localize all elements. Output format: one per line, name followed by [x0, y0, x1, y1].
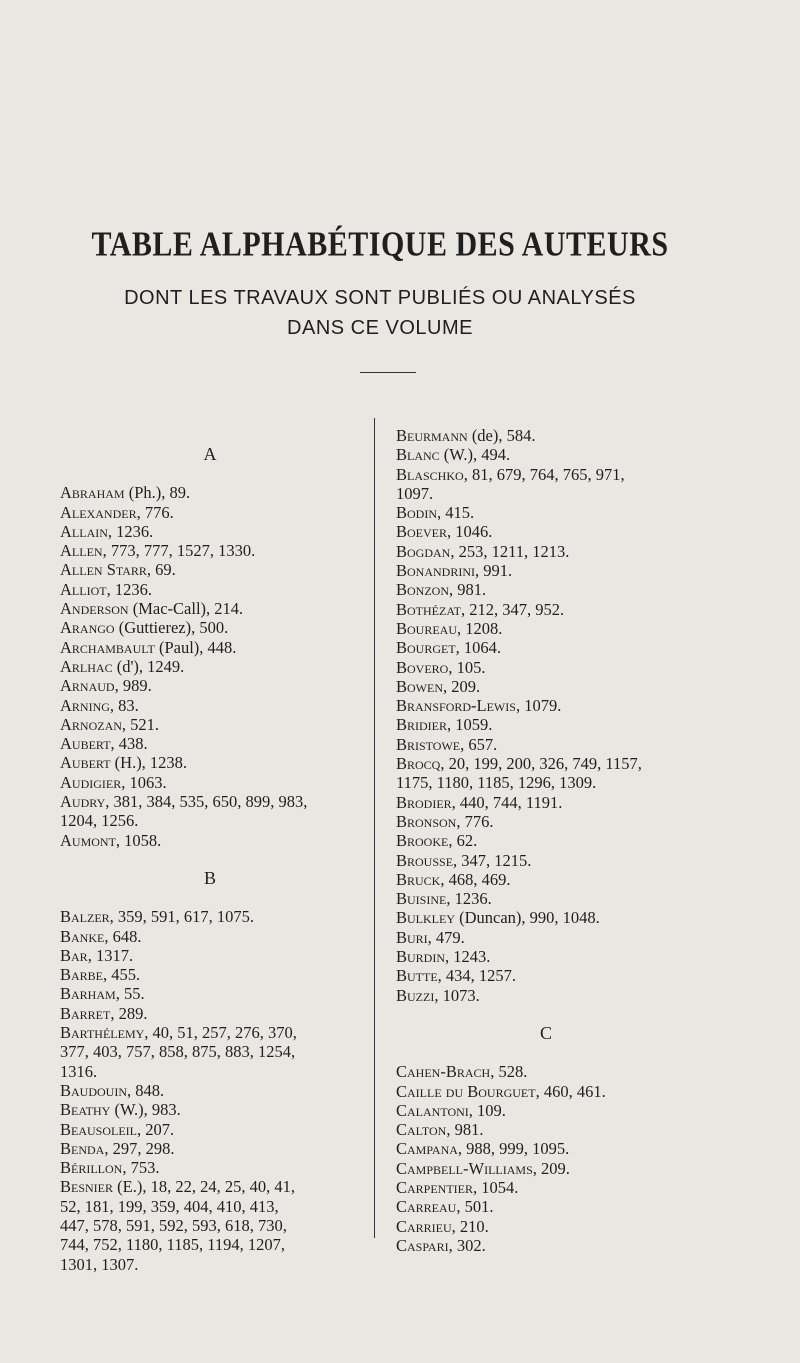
left-column — [60, 426, 360, 1274]
index-entry — [60, 676, 360, 695]
index-entry — [396, 1159, 696, 1178]
entry-line: Brooke, 62. — [396, 831, 478, 851]
entry-line: Blaschko, 81, 679, 764, 765, 971, — [396, 464, 625, 484]
entry-line: Bowen, 209. — [396, 676, 481, 696]
entry-line: Alexander, 776. — [60, 502, 174, 522]
entry-line: 1204, 1256. — [60, 811, 139, 831]
entry-line: Arning, 83. — [60, 695, 139, 715]
section-letter: B — [203, 867, 216, 888]
index-entry — [396, 735, 696, 754]
entry-line: Balzer, 359, 591, 617, 1075. — [60, 907, 255, 927]
entry-line: Buri, 479. — [396, 927, 465, 947]
entry-line: 744, 752, 1180, 1185, 1194, 1207, — [60, 1235, 286, 1255]
index-entry — [60, 541, 360, 560]
entry-line: Bogdan, 253, 1211, 1213. — [396, 541, 570, 561]
index-entry — [396, 1217, 696, 1236]
entry-line: Blanc (W.), 494. — [396, 445, 511, 465]
index-entry — [396, 889, 696, 908]
entry-line: Carrieu, 210. — [396, 1216, 489, 1236]
entry-line: Aubert (H.), 1238. — [60, 753, 188, 773]
entry-line: Arlhac (d'), 1249. — [60, 656, 185, 676]
index-entry — [396, 908, 696, 927]
index-entry — [396, 638, 696, 657]
entry-line: Bridier, 1059. — [396, 715, 493, 735]
index-entry — [396, 928, 696, 947]
index-entry — [396, 1139, 696, 1158]
entry-line: Bar, 1317. — [60, 945, 134, 965]
entry-line: Aumont, 1058. — [60, 830, 162, 850]
entry-line: Buisine, 1236. — [396, 889, 492, 909]
subtitle-line-1: DONT LES TRAVAUX SONT PUBLIÉS OU ANALYSÉS — [124, 287, 636, 309]
entry-line: Cahen-Brach, 528. — [396, 1062, 528, 1082]
entry-line: Bulkley (Duncan), 990, 1048. — [396, 908, 600, 928]
entry-line: Bransford-Lewis, 1079. — [396, 696, 562, 716]
entry-line: Bonzon, 981. — [396, 580, 487, 600]
index-entry — [60, 792, 360, 831]
entry-line: Calantoni, 109. — [396, 1100, 506, 1120]
entry-line: Benda, 297, 298. — [60, 1138, 175, 1158]
index-entry — [60, 1120, 360, 1139]
entry-line: Alliot, 1236. — [60, 579, 152, 599]
entry-line: 52, 181, 199, 359, 404, 410, 413, — [60, 1196, 279, 1216]
entry-line: Bourget, 1064. — [396, 638, 502, 658]
entry-line: Arnozan, 521. — [60, 714, 160, 734]
subtitle-line-2: DANS CE VOLUME — [287, 317, 473, 339]
entry-line: 1175, 1180, 1185, 1296, 1309. — [396, 773, 597, 793]
entry-line: Anderson (Mac-Call), 214. — [60, 599, 244, 619]
index-entry — [396, 1197, 696, 1216]
index-entry — [396, 465, 696, 504]
index-entry — [60, 1158, 360, 1177]
index-entry — [396, 986, 696, 1005]
entry-line: Brodier, 440, 744, 1191. — [396, 792, 563, 812]
entry-line: Bovero, 105. — [396, 657, 486, 677]
column-divider — [374, 418, 375, 1238]
index-entry — [60, 618, 360, 637]
index-entry — [60, 907, 360, 926]
index-entry — [396, 522, 696, 541]
entry-line: Bruck, 468, 469. — [396, 869, 511, 889]
index-entry — [60, 927, 360, 946]
entry-line: Burdin, 1243. — [396, 947, 491, 967]
index-entry — [396, 503, 696, 522]
index-entry — [396, 561, 696, 580]
index-entry — [396, 793, 696, 812]
index-entry — [60, 503, 360, 522]
index-entry — [60, 946, 360, 965]
entry-line: Barham, 55. — [60, 984, 145, 1004]
index-entry — [396, 658, 696, 677]
entry-line: Bristowe, 657. — [396, 734, 498, 754]
entry-line: Beausoleil, 207. — [60, 1119, 175, 1139]
entry-line: Caille du Bourguet, 460, 461. — [396, 1081, 606, 1101]
entry-line: Campbell-Williams, 209. — [396, 1158, 570, 1178]
entry-line: Buzzi, 1073. — [396, 985, 480, 1005]
entry-line: Campana, 988, 999, 1095. — [396, 1139, 570, 1159]
index-entry — [396, 580, 696, 599]
index-entry — [396, 966, 696, 985]
entry-line: Allain, 1236. — [60, 521, 154, 541]
index-entry — [396, 696, 696, 715]
right-column — [396, 426, 696, 1255]
entry-line: Bonandrini, 991. — [396, 561, 513, 581]
index-entry — [60, 1004, 360, 1023]
index-entry — [60, 1100, 360, 1119]
entry-line: Besnier (E.), 18, 22, 24, 25, 40, 41, — [60, 1177, 295, 1197]
index-entry — [60, 965, 360, 984]
index-entry — [60, 753, 360, 772]
entry-line: Carpentier, 1054. — [396, 1177, 519, 1197]
entry-line: Banke, 648. — [60, 926, 142, 946]
index-entry — [396, 1062, 696, 1081]
index-entry — [396, 445, 696, 464]
entry-line: Carreau, 501. — [396, 1197, 494, 1217]
index-entry — [396, 754, 696, 793]
index-entry — [60, 1081, 360, 1100]
entry-line: Brousse, 347, 1215. — [396, 850, 532, 870]
index-entry — [60, 580, 360, 599]
index-entry — [60, 560, 360, 579]
page-title: TABLE ALPHABÉTIQUE DES AUTEURS — [91, 225, 669, 264]
index-entry — [60, 696, 360, 715]
index-entry — [60, 1177, 360, 1273]
index-entry — [396, 1120, 696, 1139]
index-entry — [60, 715, 360, 734]
index-entry — [396, 426, 696, 445]
index-entry — [60, 1023, 360, 1081]
entry-line: Boureau, 1208. — [396, 618, 503, 638]
entry-line: Abraham (Ph.), 89. — [60, 483, 191, 503]
title-rule — [360, 372, 416, 373]
entry-line: Audry, 381, 384, 535, 650, 899, 983, — [60, 792, 308, 812]
index-entry — [60, 984, 360, 1003]
entry-line: Barthélemy, 40, 51, 257, 276, 370, — [60, 1023, 297, 1043]
index-entry — [60, 734, 360, 753]
index-entry — [60, 773, 360, 792]
entry-line: 447, 578, 591, 592, 593, 618, 730, — [60, 1215, 287, 1235]
entry-line: Arnaud, 989. — [60, 676, 152, 696]
entry-line: 1301, 1307. — [60, 1254, 139, 1274]
index-entry — [396, 1236, 696, 1255]
entry-line: Butte, 434, 1257. — [396, 966, 517, 986]
entry-line: Beathy (W.), 983. — [60, 1100, 181, 1120]
entry-line: Bothézat, 212, 347, 952. — [396, 599, 565, 619]
section-letter: C — [539, 1022, 552, 1043]
index-entry — [396, 870, 696, 889]
index-entry — [396, 831, 696, 850]
index-entry — [60, 657, 360, 676]
entry-line: Brocq, 20, 199, 200, 326, 749, 1157, — [396, 754, 642, 774]
index-entry — [396, 677, 696, 696]
entry-line: Baudouin, 848. — [60, 1080, 165, 1100]
index-entry — [396, 600, 696, 619]
page-subtitle — [0, 283, 760, 343]
entry-line: Audigier, 1063. — [60, 772, 167, 792]
index-entry — [60, 831, 360, 850]
entry-line: Caspari, 302. — [396, 1235, 486, 1255]
index-entry — [396, 715, 696, 734]
index-entry — [396, 1101, 696, 1120]
index-entry — [60, 1139, 360, 1158]
entry-line: Aubert, 438. — [60, 734, 148, 754]
entry-line: Barret, 289. — [60, 1003, 148, 1023]
index-entry — [396, 619, 696, 638]
entry-line: Bronson, 776. — [396, 811, 494, 831]
index-entry — [396, 1082, 696, 1101]
index-entry — [396, 851, 696, 870]
entry-line: Arango (Guttierez), 500. — [60, 618, 229, 638]
entry-line: Calton, 981. — [396, 1120, 484, 1140]
index-entry — [396, 947, 696, 966]
entry-line: 377, 403, 757, 858, 875, 883, 1254, — [60, 1042, 296, 1062]
index-entry — [396, 812, 696, 831]
index-entry — [60, 522, 360, 541]
entry-line: Boever, 1046. — [396, 522, 493, 542]
entry-line: 1097. — [396, 483, 434, 503]
entry-line: Allen Starr, 69. — [60, 560, 176, 580]
index-entry — [60, 638, 360, 657]
section-letter: A — [203, 444, 217, 464]
entry-line: Archambault (Paul), 448. — [60, 637, 237, 657]
index-entry — [396, 542, 696, 561]
entry-line: Bodin, 415. — [396, 503, 475, 523]
entry-line: 1316. — [60, 1061, 98, 1081]
index-entry — [396, 1178, 696, 1197]
entry-line: Allen, 773, 777, 1527, 1330. — [60, 541, 256, 561]
entry-line: Bérillon, 753. — [60, 1158, 160, 1178]
entry-line: Beurmann (de), 584. — [396, 426, 536, 445]
entry-line: Barbe, 455. — [60, 965, 141, 985]
index-entry — [60, 483, 360, 502]
index-entry — [60, 599, 360, 618]
